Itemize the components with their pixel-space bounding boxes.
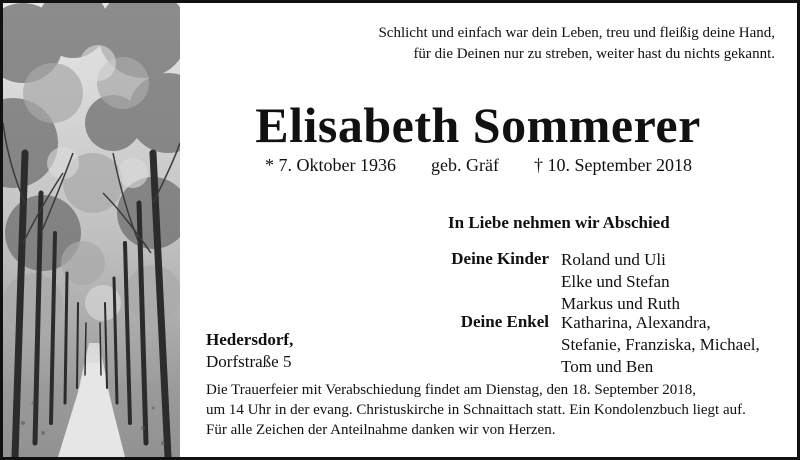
list-item: Elke und Stefan xyxy=(561,272,670,291)
grandchildren-list xyxy=(561,312,760,378)
motto-line: Schlicht und einfach war dein Leben, treu und fleißig deine Hand, xyxy=(378,25,775,41)
list-item: Tom und Ben xyxy=(561,357,654,376)
motto-line: für die Deinen nur zu streben, weiter hast du nichts gekannt. xyxy=(413,46,775,62)
funeral-info-line: um 14 Uhr in der evang. Christuskirche in Schnaittach statt. Ein Kondolenzbuch liegt auf. xyxy=(206,402,746,418)
maiden-name: geb. Gräf xyxy=(431,155,499,175)
funeral-info-line: Für alle Zeichen der Anteilnahme danken wir von Herzen. xyxy=(206,422,556,438)
address-town: Hedersdorf, xyxy=(206,330,294,349)
list-item: Markus und Ruth xyxy=(561,294,680,313)
birth-date: * 7. Oktober 1936 xyxy=(265,155,396,175)
children-list xyxy=(561,249,680,315)
grandchildren-label: Deine Enkel xyxy=(460,312,549,331)
funeral-info-line: Die Trauerfeier mit Verabschiedung findet am Dienstag, den 18. September 2018, xyxy=(206,382,697,398)
deceased-name: Elisabeth Sommerer xyxy=(255,97,701,153)
list-item: Katharina, Alexandra, xyxy=(561,313,711,332)
motto-verse xyxy=(255,23,775,65)
list-item: Stefanie, Franziska, Michael, xyxy=(561,335,760,354)
mourning-address xyxy=(206,329,293,373)
address-street: Dorfstraße 5 xyxy=(206,352,292,371)
tree-avenue-photo xyxy=(3,3,180,457)
death-date: † 10. September 2018 xyxy=(534,155,692,175)
funeral-info xyxy=(206,380,746,440)
farewell-heading: In Liebe nehmen wir Abschied xyxy=(448,213,670,232)
children-label: Deine Kinder xyxy=(451,249,549,268)
list-item: Roland und Uli xyxy=(561,250,666,269)
